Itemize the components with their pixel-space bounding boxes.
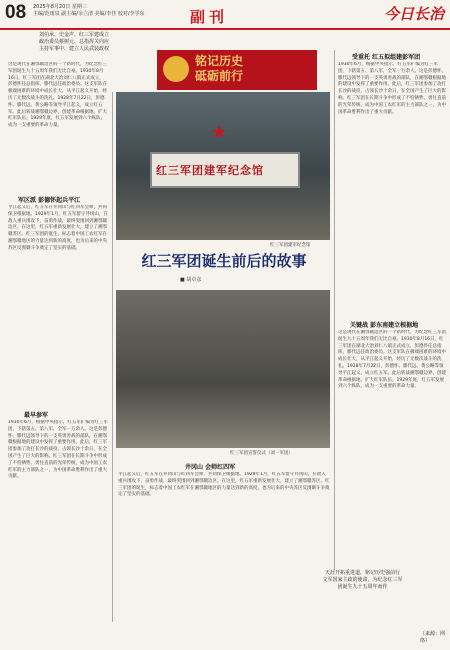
banner-line2: 砥砺前行 (195, 69, 244, 83)
star-icon: ★ (211, 122, 228, 143)
article-text: 平江起义后，红五军在井冈山与红四军会师，共同保卫根据地。1929年1月，红五军留守井冈山，在敌人重兵围攻下，奋勇作战，最终突围回到湘鄂赣边区。在这里，红五军重新发展壮大，建立了湘鄂赣苏区。红三军团的诞生，标志着中国工农红军在湘鄂赣地区的力量达到新的高度，也为后来的中央苏区反围剿斗争奠定了坚实的基础。 (118, 472, 330, 498)
page-number: 08 (5, 2, 27, 23)
left-article-text: 这是现代在湘鄂赣边区的一个新时代，为纪念红三军团诞生九十五周年我们无比自豪。1930年8月16日，红三军团在湖北大冶刘仁八镇正式成立，彭德怀任总指挥，滕代远任政治委员。这支军队在极端困难的环境中成长壮大，从平江起义开始，经历了无数次战斗的洗礼。1928年7月22日，彭德怀、滕代远、黄公略等领导平江起义，成立红五军。此后转战湘鄂赣边界，创建革命根据地，扩大红军队伍。1929年底，红五军发展到六个纵队，成为一支重要的革命力量。 (8, 62, 107, 129)
article-title: 红三军团诞生前后的故事 (141, 252, 307, 270)
left-article-text: 平江起义后，红五军在井冈山与红四军会师，共同保卫根据地。1929年1月，红五军留守井冈山，在敌人重兵围攻下，奋勇作战，最终突围回到湘鄂赣边区。在这里，红五军重新发展壮大，建立了湘鄂赣苏区。红三军团的诞生，标志着中国工农红军在湘鄂赣地区的力量达到新的高度，也为后来的中央苏区反围剿斗争奠定了坚实的基础。 (8, 205, 108, 251)
party-emblem-icon (163, 56, 189, 82)
section-title: 副刊 (190, 8, 229, 26)
photo-caption: 红三军团宣誓仪式（刘一军团） (230, 451, 293, 456)
poem-line: 政治委员蔡树元、总指挥关向应 (38, 39, 109, 45)
article-author: ■ 胡卓彦 (180, 277, 202, 283)
header-date: 2025年8月20日 星期三 (33, 4, 87, 10)
left-article-text: 1930年6月，根据中央指示，红五军扩编为红三军团，下辖第五、第八军，全军一万余人。这是彭德怀、滕代远领导下的一支英勇善战的部队，在湘鄂赣根据地的建设中发挥了重要作用。此后，红三军团参加了攻打长沙的战役，占领长沙十余日，在全国产生了巨大的影响。红三军团在长期斗争中形成了不怕牺牲、勇往直前的光荣传统，成为中国工农红军的主力部队之一，为中国革命胜利作出了重大贡献。 (8, 420, 108, 480)
column-divider (334, 50, 335, 570)
right-heading: 关键战 彭东南建立根据地 (350, 322, 419, 329)
historical-photo (116, 290, 330, 448)
section-heading: 井冈山 会师红四军 (185, 464, 236, 471)
left-subheading: 军区派 彭德怀起兵平江 (18, 197, 81, 204)
header-editors: 主编/范雨泉 副主编/余立清 美编/李佳 校对/李学东 (33, 11, 145, 17)
memorial-sign-text: 红三军团建军纪念馆 (156, 164, 264, 177)
newspaper-logo: 今日长治 (384, 5, 445, 23)
footer-line: 团诞生九十五周年而作 (337, 584, 388, 590)
header-info (33, 4, 145, 18)
page-header (0, 0, 450, 30)
memorial-hall-photo (116, 92, 330, 240)
banner-line1: 铭记历史 (195, 54, 244, 68)
right-article-text: 1930年6月，根据中央指示，红五军扩编为红三军团，下辖第五、第八军，全军一万余人。这是彭德怀、滕代远领导下的一支英勇善战的部队，在湘鄂赣根据地的建设中发挥了重要作用。此后，红三军团参加了攻打长沙的战役，占领长沙十余日，在全国产生了巨大的影响。红三军团在长期斗争中形成了不怕牺牲、勇往直前的光荣传统，成为中国工农红军的主力部队之一，为中国革命胜利作出了重大贡献。 (338, 62, 446, 115)
right-heading: 受重托 红五拟组建彭军团 (352, 54, 421, 61)
footer-line: 文军国家主政的使命，为纪念红三军 (322, 577, 403, 583)
poem-block (24, 32, 124, 53)
banner-text (195, 54, 243, 84)
left-subheading: 最早参军 (24, 412, 49, 419)
right-article-text: 这是现代在湘鄂赣边区的一个新时代，为纪念红三军团诞生九十五周年我们无比自豪。1930年8月16日，红三军团在湖北大冶刘仁八镇正式成立，彭德怀任总指挥，滕代远任政治委员。这支军队在极端困难的环境中成长壮大，从平江起义开始，经历了无数次战斗的洗礼。1928年7月22日，彭德怀、滕代远、黄公略等领导平江起义，成立红五军。此后转战湘鄂赣边界，创建革命根据地，扩大红军队伍。1929年底，红五军发展到六个纵队，成为一支重要的革命力量。 (338, 330, 446, 390)
column-divider (112, 92, 113, 622)
poem-line: 刘伯承、史金声、红三军建成立 (38, 32, 109, 38)
poem-line: 主持军事中、建立人民武装政权 (38, 46, 109, 52)
source-signature: （来源：网络） (420, 631, 446, 644)
banner (157, 50, 317, 90)
footer-line: 天涯开拓重进道，铭记历史强前行 (324, 570, 400, 576)
photo-caption: 红三军团建军纪念馆 (270, 243, 311, 248)
memorial-sign (150, 152, 300, 188)
footer-poem (280, 570, 445, 591)
